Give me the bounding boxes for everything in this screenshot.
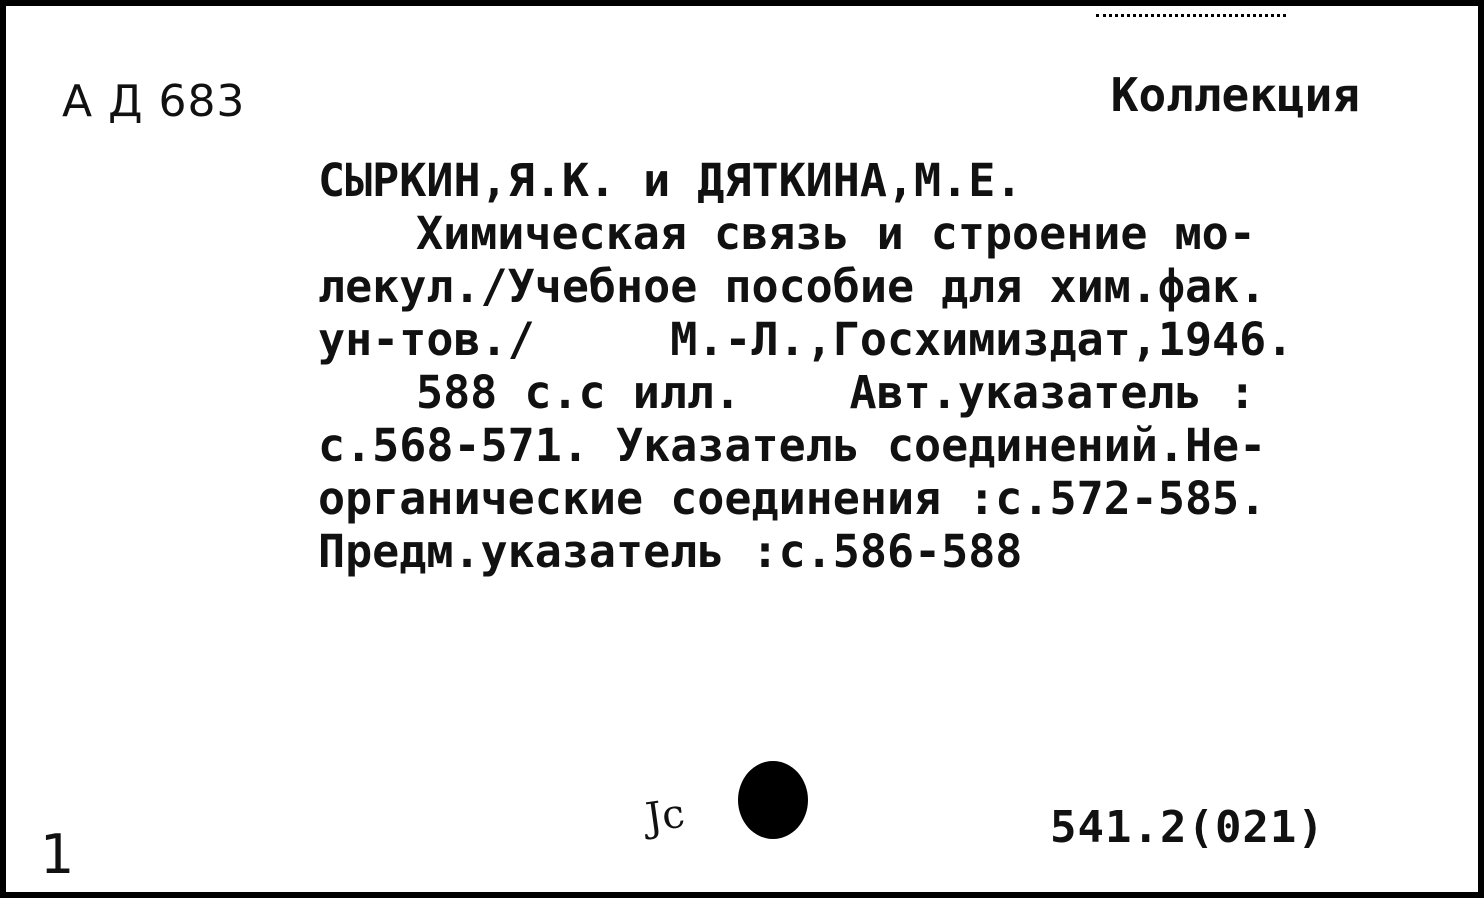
bibliographic-record <box>318 154 1398 578</box>
library-stamp <box>642 758 816 868</box>
title-line-1: Химическая связь и строение мо- <box>416 207 1256 260</box>
index-line-2: органические соединения :с.572-585. <box>318 472 1267 525</box>
card-number: 1 <box>40 823 75 886</box>
shelfmark: А Д 683 <box>62 76 246 127</box>
stamp-disc-icon <box>738 761 808 839</box>
top-edge-marks <box>1096 14 1286 35</box>
collection-label: Коллекция <box>1110 68 1360 122</box>
subject-index-line: Предм.указатель :с.586-588 <box>318 525 1023 578</box>
author-line: СЫРКИН,Я.К. и ДЯТКИНА,М.Е. <box>318 154 1023 207</box>
title-line-2: лекул./Учебное пособие для хим.фак. <box>318 260 1267 313</box>
index-line-1: с.568-571. Указатель соединений.Не- <box>318 419 1267 472</box>
classification-code: 541.2(021) <box>1050 802 1325 853</box>
stamp-text: Jc <box>642 790 688 842</box>
pages-line: 588 с.с илл. Авт.указатель : <box>416 366 1256 419</box>
publication-line: ун-тов./ М.-Л.,Госхимиздат,1946. <box>318 313 1294 366</box>
